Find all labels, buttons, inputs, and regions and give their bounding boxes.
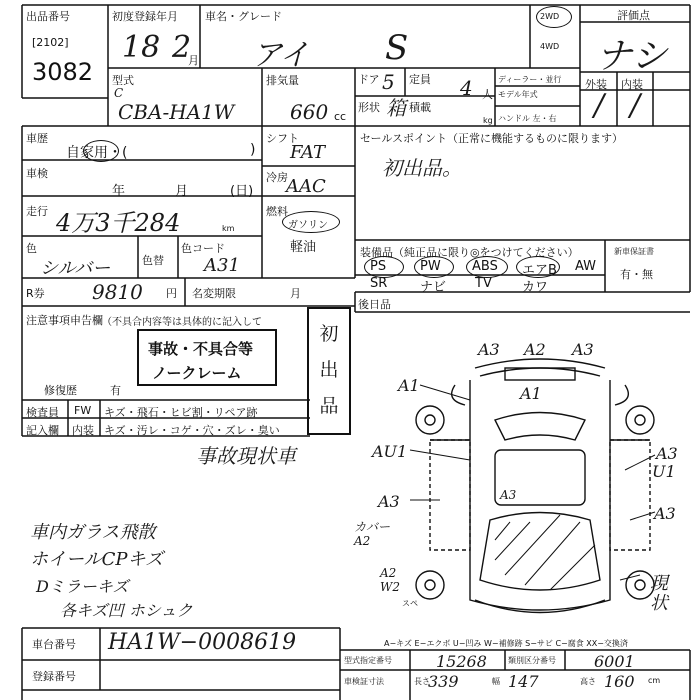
diagram-label-a3-left: A3 bbox=[378, 492, 400, 511]
drive-4wd: 4WD bbox=[540, 42, 560, 51]
equipment-label: 装備品（純正品に限り◎をつけてください） bbox=[360, 246, 579, 259]
note-various-damage: 各キズ凹 ホシュク bbox=[60, 601, 193, 620]
type-designation-value: 15268 bbox=[436, 652, 487, 671]
equip-pw: PW bbox=[420, 259, 441, 274]
inspection-day: (日) bbox=[230, 184, 254, 199]
interior-label: 内装 bbox=[621, 78, 643, 91]
interior-value: / bbox=[630, 88, 641, 123]
repair-label: 修復歴 bbox=[44, 384, 77, 397]
mileage-label: 走行 bbox=[26, 205, 48, 218]
ac-label: 冷房 bbox=[266, 171, 288, 184]
first-registration-month: 2 bbox=[172, 30, 192, 65]
length-label: 長さ bbox=[414, 677, 430, 686]
equip-abs: ABS bbox=[472, 259, 498, 274]
car-history-value: 自家用・( bbox=[66, 145, 128, 161]
fuel-gasoline-circle bbox=[282, 211, 340, 233]
diagram-label-au1: AU1 bbox=[372, 442, 408, 461]
month-unit: 月 bbox=[188, 54, 199, 67]
height-value: 160 bbox=[604, 672, 635, 691]
type-designation-label: 型式指定番号 bbox=[344, 656, 392, 665]
color-code-label: 色コード bbox=[181, 242, 225, 255]
color-code-value: A31 bbox=[204, 255, 240, 276]
dealer-label: ディーラー・並行 bbox=[498, 75, 562, 84]
fw-items: キズ・飛石・ヒビ割・リペア跡 bbox=[104, 406, 258, 419]
height-label: 高さ bbox=[580, 677, 596, 686]
evaluation-value: ナシ bbox=[596, 36, 668, 77]
equip-pw-circle bbox=[414, 256, 454, 278]
equip-abs-circle bbox=[466, 256, 508, 278]
equip-sr: SR bbox=[370, 276, 388, 291]
diagram-label-cover-a2: カバー A2 bbox=[354, 520, 391, 548]
diagram-label-a3-right-rear: A3 bbox=[654, 504, 676, 523]
note-mirror-scratch: Dミラーキズ bbox=[36, 577, 129, 596]
recycle-label: R券 bbox=[26, 287, 45, 300]
accident-box-line2: ノークレーム bbox=[152, 364, 242, 382]
equip-ps: PS bbox=[370, 259, 387, 274]
car-history-close: ) bbox=[250, 142, 256, 158]
model-prefix: C bbox=[114, 86, 124, 100]
mileage-unit: km bbox=[222, 224, 235, 233]
diagram-label-a3-right: A3 bbox=[656, 444, 678, 463]
new-car-warranty-label: 新車保証書 bbox=[614, 247, 654, 256]
inspection-label: 車検 bbox=[26, 167, 48, 180]
recycle-value: 9810 bbox=[92, 280, 143, 304]
diagram-label-a3-front-right: A3 bbox=[572, 340, 594, 359]
equip-aw: AW bbox=[575, 259, 597, 274]
diagram-label-a3-front-left: A3 bbox=[478, 340, 500, 359]
recycle-unit: 円 bbox=[166, 287, 177, 300]
grade: S bbox=[385, 28, 409, 68]
fuel-gasoline: ガソリン bbox=[288, 220, 328, 231]
width-label: 幅 bbox=[492, 677, 500, 686]
category-value: 6001 bbox=[594, 652, 635, 671]
name-change-label: 名変期限 bbox=[192, 287, 236, 300]
car-name: アイ bbox=[252, 38, 310, 73]
capacity-unit: 人 bbox=[482, 88, 493, 101]
damage-legend: A−キズ E−エクボ U−凹み W−補修跡 S−サビ C−腐食 XX−交換済 bbox=[384, 639, 628, 648]
drive-2wd: 2WD bbox=[540, 12, 560, 21]
equip-ps-circle bbox=[364, 256, 404, 278]
fw-label: FW bbox=[74, 404, 92, 417]
note-accident-condition: 事故現状車 bbox=[196, 444, 296, 468]
shift-label: シフト bbox=[266, 132, 299, 145]
capacity-label: 定員 bbox=[409, 73, 431, 86]
doors-label: ドア bbox=[358, 73, 380, 86]
dimensions-label: 車検証寸法 bbox=[344, 677, 384, 686]
shift-value: FAT bbox=[290, 142, 325, 163]
declaration-label: 注意事項申告欄 bbox=[26, 314, 103, 327]
first-listing-stamp: 初出品 bbox=[319, 323, 339, 417]
model-value: CBA-HA1W bbox=[118, 100, 235, 124]
equip-leather: カワ bbox=[522, 280, 549, 295]
displacement-label: 排気量 bbox=[266, 74, 299, 87]
dimension-unit: cm bbox=[648, 676, 661, 685]
equip-navi: ナビ bbox=[420, 280, 447, 295]
registration-label: 登録番号 bbox=[32, 670, 76, 683]
lot-number-label: 出品番号 bbox=[26, 10, 70, 23]
load-label: 積載 bbox=[409, 101, 431, 114]
name-change-unit: 月 bbox=[290, 287, 301, 300]
sales-point-value: 初出品。 bbox=[382, 156, 462, 180]
drive-2wd-circle bbox=[536, 6, 572, 28]
mileage-value: 4万3千284 bbox=[56, 209, 181, 237]
sales-point-label: セールスポイント（正常に機能するものに限ります） bbox=[360, 132, 624, 145]
shape-label: 形状 bbox=[358, 101, 380, 114]
displacement-unit: cc bbox=[334, 110, 347, 123]
inspector-label: 検査員 bbox=[26, 406, 59, 419]
model-label: 型式 bbox=[112, 74, 134, 87]
diagram-label-a2-w2: A2 W2 bbox=[380, 566, 400, 594]
repair-value: 有 bbox=[110, 384, 121, 397]
fuel-diesel: 軽油 bbox=[290, 240, 317, 255]
lot-code: [2102] bbox=[32, 36, 69, 49]
fuel-label: 燃料 bbox=[266, 205, 288, 218]
color-value: シルバー bbox=[40, 258, 111, 279]
ac-value: AAC bbox=[286, 176, 326, 197]
handle-label: ハンドル 左・右 bbox=[498, 114, 557, 123]
equip-airbag: エアB bbox=[522, 263, 557, 278]
private-use-circle bbox=[83, 140, 119, 162]
color-label: 色 bbox=[26, 242, 37, 255]
diagram-label-a1-hood: A1 bbox=[520, 384, 542, 403]
accident-box-line1: 事故・不具合等 bbox=[148, 340, 254, 358]
inspection-month: 月 bbox=[175, 184, 189, 199]
displacement-value: 660 bbox=[290, 100, 329, 124]
exterior-value: / bbox=[594, 88, 605, 123]
note-glass-scatter: 車内ガラス飛散 bbox=[30, 522, 156, 543]
length-value: 339 bbox=[428, 672, 459, 691]
exterior-label: 外装 bbox=[585, 78, 607, 91]
entry-label: 記入欄 bbox=[26, 424, 59, 437]
diagram-label-a2-front: A2 bbox=[524, 340, 546, 359]
inside-label: 内装 bbox=[72, 424, 94, 437]
note-wheel-scratch: ホイールCPキズ bbox=[30, 549, 164, 570]
first-registration-year: 18 bbox=[122, 30, 161, 65]
diagram-label-a1-left: A1 bbox=[398, 376, 420, 395]
rear-items-label: 後日品 bbox=[358, 298, 391, 311]
declaration-hint: （不具合内容等は具体的に記入して bbox=[102, 317, 262, 328]
diagram-label-spare: スペ bbox=[402, 599, 418, 608]
first-registration-label: 初度登録年月 bbox=[112, 10, 178, 23]
color-change-label: 色替 bbox=[142, 254, 164, 267]
doors-value: 5 bbox=[382, 70, 395, 94]
inside-items: キズ・汚レ・コゲ・穴・ズレ・臭い bbox=[104, 424, 280, 437]
warranty-value: 有・無 bbox=[620, 268, 653, 281]
shape-value: 箱 bbox=[386, 96, 406, 120]
car-name-label: 車名・グレード bbox=[205, 10, 282, 23]
equip-airbag-circle bbox=[516, 256, 560, 278]
car-history-label: 車歴 bbox=[26, 132, 48, 145]
capacity-value: 4 bbox=[460, 76, 473, 100]
diagram-label-u1: U1 bbox=[652, 462, 676, 481]
chassis-value: HA1W−0008619 bbox=[108, 630, 297, 655]
evaluation-label: 評価点 bbox=[617, 9, 650, 22]
chassis-label: 車台番号 bbox=[32, 638, 76, 651]
diagram-label-a3-roof: A3 bbox=[500, 488, 517, 502]
load-unit: kg bbox=[483, 116, 493, 125]
width-value: 147 bbox=[508, 672, 539, 691]
diagram-label-as-is: 現状 bbox=[650, 573, 668, 614]
lot-number: 3082 bbox=[32, 58, 94, 86]
inspection-year: 年 bbox=[112, 184, 126, 199]
category-label: 類別区分番号 bbox=[508, 656, 556, 665]
equip-tv: TV bbox=[475, 276, 492, 291]
model-year-label: モデル年式 bbox=[498, 90, 538, 99]
